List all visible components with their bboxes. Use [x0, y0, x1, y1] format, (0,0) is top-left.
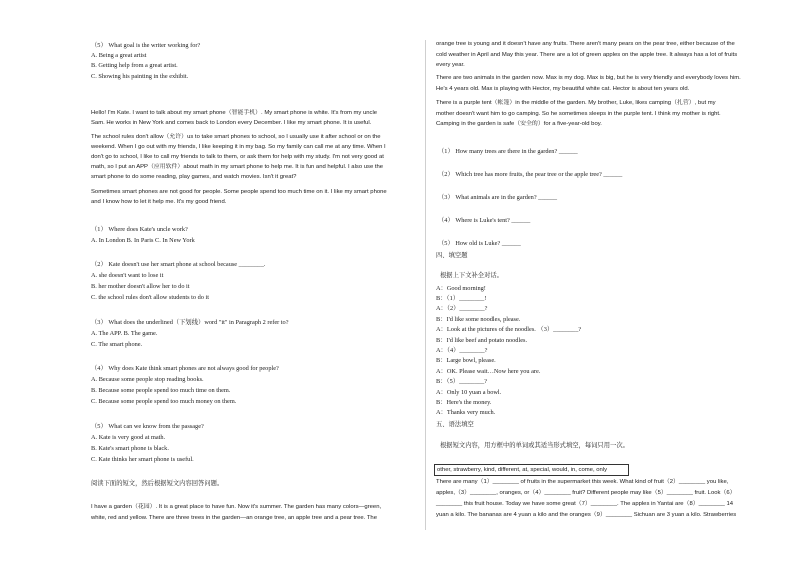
right-text-line: 四、填空题	[436, 252, 468, 259]
right-text-line: Camping in the garden is safe（安全的）for a five-year-old boy.	[436, 121, 602, 127]
column-divider	[425, 40, 426, 530]
right-text-line: B：（5）________?	[436, 378, 488, 385]
left-text-line: The school rules don't allow（允许）us to take smart phones to school, so I usually use it after school or on the	[91, 134, 381, 140]
right-text-line: There are two animals in the garden now. Max is my dog. Max is big, but he is very friendly and everybody loves him.	[436, 75, 741, 81]
left-text-line: （5） What goal is the writer working for?	[91, 42, 201, 49]
left-text-line: A. Being a great artist	[91, 52, 147, 59]
left-text-line: math, so I put an APP（应用软件）about math in my smart phone to help me. It is fun and helpful. I also use the	[91, 164, 384, 170]
right-text-line: yuan a kilo. The bananas are 4 yuan a kilo and the oranges（9）________ Sichuan are 3 yuan a kilo. Strawberries	[436, 512, 737, 518]
left-text-line: （4） Why does Kate think smart phones are not always good for people?	[91, 365, 279, 372]
left-text-line: （1） Where does Kate's uncle work?	[91, 226, 188, 233]
left-text-line: don't go to school, I like to call my friends to talk to them, or ask them for help with my study. I'm not very good at	[91, 154, 384, 160]
left-text-line: C. the school rules don't allow students to do it	[91, 294, 209, 301]
word-bank-box	[434, 464, 629, 476]
left-text-line: C. Because some people spend too much money on them.	[91, 398, 237, 405]
right-text-line: A：（4）________?	[436, 347, 488, 354]
left-text-line: weekend. When I go out with my friends, I like keeping it in my bag. So my family can call me at any time. When I	[91, 144, 386, 150]
right-text-line: A：OK. Please wait…Now here you are.	[436, 368, 541, 375]
right-text-line: ________ this fruit house. Today we have some great（7）________. The apples in Yantai are（8）________ 14	[436, 501, 734, 507]
left-text-line: （3） What does the underlined（下划线）word "it" in Paragraph 2 refer to?	[91, 319, 289, 326]
right-text-line: A：Look at the pictures of the noodles. （3）________?	[436, 326, 582, 333]
left-text-line: A. The APP. B. The game.	[91, 330, 158, 337]
left-text-line: B. Kate's smart phone is black.	[91, 445, 169, 452]
left-text-line: （2） Kate doesn't use her smart phone at school because ________.	[91, 261, 266, 268]
right-text-line: A：Only 10 yuan a bowl.	[436, 389, 502, 396]
left-text-line: Sam. He works in New York and comes back to London every December. I like my smart phone. It is useful.	[91, 120, 372, 126]
right-text-line: 根据短文内容，用方框中的单词或其适当形式填空，每词只用一次。	[440, 442, 629, 449]
left-text-line: C. Showing his painting in the exhibit.	[91, 73, 189, 80]
right-text-line: B：Here's the money.	[436, 399, 492, 406]
left-text-line: smart phone to do some reading, play games, and watch movies. Isn't it great?	[91, 174, 297, 180]
left-text-line: white, red and yellow. There are three trees in the garden—an orange tree, an apple tree and a pear tree. The	[91, 515, 377, 521]
right-text-line: 五、语法填空	[436, 421, 474, 428]
right-text-line: （4） Where is Luke's tent? ______	[438, 217, 531, 224]
right-text-line: other, strawberry, kind, different, at, special, would, in, come, only	[437, 467, 608, 473]
right-text-line: There is a purple tent（帐篷）in the middle of the garden. My brother, Luke, likes camping（扎营）, but my	[436, 100, 716, 106]
right-text-line: 根据上下文补全对话。	[440, 272, 503, 279]
left-text-line: C. The smart phone.	[91, 341, 143, 348]
left-text-line: B. her mother doesn't allow her to do it	[91, 283, 190, 290]
right-text-line: B：（1）________!	[436, 295, 487, 302]
right-text-line: A：（2）________?	[436, 305, 488, 312]
left-text-line: A. she doesn't want to lose it	[91, 272, 164, 279]
right-text-line: He's 4 years old. Max is playing with Hector, my beautiful white cat. Hector is about ten years old.	[436, 86, 690, 92]
right-text-line: A：Thanks very much.	[436, 409, 496, 416]
right-text-line: There are many（1）________ of fruits in the supermarket this week. What kind of fruit（2）________ you like,	[436, 479, 729, 485]
right-text-line: B：Large bowl, please.	[436, 357, 496, 364]
left-text-line: A. Because some people stop reading books.	[91, 376, 204, 383]
left-text-line: I have a garden（花园）. It is a great place to have fun. Now it's summer. The garden has many colors—green,	[91, 504, 382, 510]
right-text-line: apples,（3）________, oranges, or（4）________ fruit? Different people may like（5）________ fruit. Look（6）	[436, 490, 736, 496]
right-text-line: （5） How old is Luke? ______	[438, 240, 521, 247]
left-text-line: and I know how to let it help me. It's my good friend.	[91, 199, 227, 205]
right-text-line: orange tree is young and it doesn't have any fruits. There aren't many pears on the pear tree, either because of the	[436, 41, 735, 47]
right-text-line: A：Good morning!	[436, 285, 486, 292]
right-text-line: （2） Which tree has more fruits, the pear tree or the apple tree? ______	[438, 171, 623, 178]
left-text-line: B. Because some people spend too much time on them.	[91, 387, 231, 394]
right-text-line: B：I'd like beef and potato noodles.	[436, 337, 528, 344]
right-text-line: （3） What animals are in the garden? ______	[438, 194, 558, 201]
left-text-line: （5） What can we know from the passage?	[91, 423, 204, 430]
left-text-line: Hello! I'm Kate. I want to talk about my smart phone（智能手机）. My smart phone is white. It's from my uncle	[91, 110, 378, 116]
left-text-line: 阅读下面的短文，然后根据短文内容回答问题。	[91, 480, 224, 487]
left-text-line: Sometimes smart phones are not good for people. Some people spend too much time on it. I like my smart phone	[91, 189, 387, 195]
right-text-line: （1） How many trees are there in the garden? ______	[438, 148, 578, 155]
left-text-line: A. Kate is very good at math.	[91, 434, 166, 441]
left-text-line: C. Kate thinks her smart phone is useful.	[91, 456, 194, 463]
right-text-line: every year.	[436, 62, 465, 68]
right-text-line: B：I'd like some noodles, please.	[436, 316, 521, 323]
left-text-line: A. In London B. In Paris C. In New York	[91, 237, 195, 244]
left-text-line: B. Getting help from a great artist.	[91, 62, 178, 69]
right-text-line: mother doesn't want him to go camping. So he sometimes sleeps in the purple tent. I think my mother is right.	[436, 111, 721, 117]
right-text-line: cold weather in April and May this year. There are a lot of green apples on the apple tree. It always has a lot of fruits	[436, 52, 738, 58]
